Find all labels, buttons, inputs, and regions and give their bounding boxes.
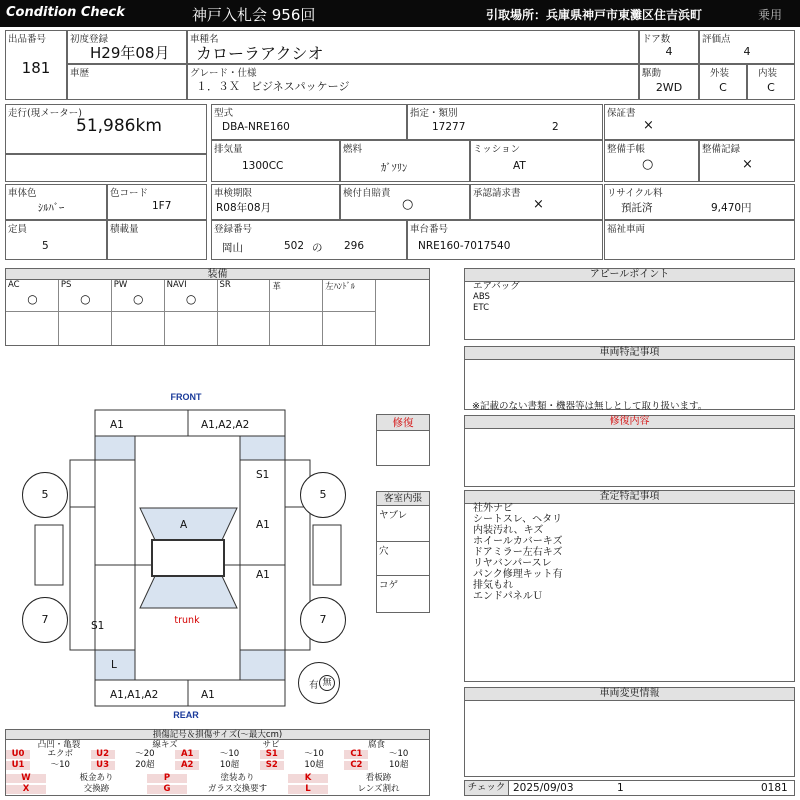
recycle-fee: 9,470円 bbox=[711, 202, 752, 214]
legend-rows bbox=[6, 750, 429, 772]
color-cell bbox=[5, 184, 107, 220]
equipment-item-navi bbox=[165, 280, 218, 312]
legend-text: 〜10 bbox=[219, 749, 240, 759]
type: DBA-NRE160 bbox=[222, 121, 290, 133]
equipment-blank-cell bbox=[165, 312, 218, 345]
warranty-cell bbox=[604, 104, 795, 140]
score-label: 評価点 bbox=[702, 34, 731, 45]
equipment-item-革 bbox=[270, 280, 323, 312]
capacity-label: 定員 bbox=[8, 224, 28, 235]
service-record: × bbox=[742, 157, 753, 172]
damage-right-a1-rear: A1 bbox=[256, 569, 270, 581]
approval: × bbox=[533, 197, 544, 212]
legend-extra-text: 看板跡 bbox=[365, 773, 392, 783]
equipment-value: ○ bbox=[80, 292, 91, 306]
legend-extra-code: X bbox=[6, 785, 46, 794]
legend-extra-code: P bbox=[147, 774, 187, 783]
lot-no: 181 bbox=[21, 59, 51, 77]
right-mirror-box bbox=[313, 525, 341, 585]
damage-center-a: A bbox=[180, 519, 188, 531]
appeal-title: アピールポイント bbox=[465, 269, 794, 282]
check-date: 2025/09/03 bbox=[513, 782, 574, 794]
model-name: カローラアクシオ bbox=[196, 44, 324, 63]
front-label: FRONT bbox=[170, 392, 202, 402]
interior: C bbox=[767, 81, 775, 94]
equipment-label: AC bbox=[8, 280, 20, 290]
damage-left-l: L bbox=[111, 659, 117, 671]
model-name-label: 車種名 bbox=[190, 34, 219, 45]
tire-rear-right: 7 bbox=[300, 597, 346, 643]
warranty: × bbox=[643, 118, 654, 133]
legend-code: C1 bbox=[344, 750, 368, 759]
legend-group-label: 線キズ bbox=[152, 740, 178, 750]
legend-extra-code: K bbox=[288, 774, 328, 783]
legend-text: 10超 bbox=[219, 760, 240, 770]
assessment-line: リヤバンパースレ bbox=[473, 558, 552, 569]
legend-extra-text: 板金あり bbox=[79, 773, 114, 783]
equipment-item-ac bbox=[6, 280, 59, 312]
header-bar bbox=[0, 0, 800, 27]
grade-cell bbox=[187, 64, 639, 100]
displacement-label: 排気量 bbox=[214, 144, 243, 155]
chassis-cell bbox=[407, 220, 603, 260]
legend-text: 20超 bbox=[135, 760, 155, 770]
first-reg: H29年08月 bbox=[90, 44, 170, 62]
spare-label: 有 bbox=[309, 680, 319, 691]
check-footer bbox=[464, 780, 795, 796]
legend-code: A2 bbox=[175, 761, 199, 770]
appeal-list bbox=[473, 281, 520, 314]
check-number: 1 bbox=[617, 782, 624, 794]
legend-text: 10超 bbox=[389, 760, 409, 770]
recycle-label: リサイクル料 bbox=[607, 188, 663, 199]
panel-front-left bbox=[95, 436, 135, 460]
fuel-label: 燃料 bbox=[343, 144, 363, 155]
fuel: ｶﾞｿﾘﾝ bbox=[381, 162, 408, 174]
grade: １．３Ｘ ビジネスパッケージ bbox=[196, 80, 350, 93]
equipment-label: PW bbox=[113, 280, 128, 290]
trunk-label: trunk bbox=[174, 615, 200, 626]
manual-label: 整備手帳 bbox=[607, 144, 646, 155]
assessment-line: 内装汚れ、キズ bbox=[473, 525, 544, 536]
legend-text: エクボ bbox=[47, 749, 74, 759]
legend-code: S2 bbox=[260, 761, 284, 770]
spare-none-icon: 無 bbox=[319, 675, 335, 691]
plate-number: 296 bbox=[344, 240, 365, 252]
equipment-box bbox=[5, 268, 430, 346]
mission-label: ミッション bbox=[473, 144, 521, 155]
cabin-item-tear bbox=[377, 506, 429, 542]
assessment-line: パンク修理キット有 bbox=[473, 569, 563, 580]
legend-text: 〜20 bbox=[135, 749, 155, 759]
plate-cell bbox=[211, 220, 407, 260]
damage-rear-right: A1 bbox=[201, 689, 215, 701]
assessment-title: 査定特記事項 bbox=[465, 491, 794, 504]
legend-text: 〜10 bbox=[304, 749, 324, 759]
legend-code: A1 bbox=[175, 750, 199, 759]
category-badge: 乗用 bbox=[758, 8, 783, 22]
legend-extra-text: レンズ割れ bbox=[357, 784, 400, 794]
fuel-cell bbox=[340, 140, 470, 182]
assessment-line: 排気もれ bbox=[473, 580, 513, 591]
legend-code: U2 bbox=[91, 750, 115, 759]
equipment-item-ps bbox=[59, 280, 112, 312]
equipment-value: ○ bbox=[185, 292, 197, 306]
appeal-line: エアバッグ bbox=[473, 281, 520, 292]
approval-cell bbox=[470, 184, 603, 220]
damage-right-a1-front: A1 bbox=[256, 519, 270, 531]
legend-text: 〜10 bbox=[389, 749, 409, 759]
doors-label: ドア数 bbox=[642, 34, 671, 45]
auction-title: 神戸入札会 956回 bbox=[192, 6, 316, 24]
legend-group-label: 腐食 bbox=[367, 740, 385, 750]
model-name-cell bbox=[187, 30, 639, 64]
cabin-item-label: 穴 bbox=[379, 546, 389, 557]
inspection-cell bbox=[211, 184, 340, 220]
equipment-label: 革 bbox=[272, 282, 281, 292]
warranty-label: 保証書 bbox=[607, 108, 636, 119]
roof bbox=[152, 540, 224, 576]
interior-label: 内装 bbox=[758, 68, 778, 79]
appeal-line: ABS bbox=[473, 292, 490, 302]
assessment-line: シートスレ、ヘタリ bbox=[473, 514, 563, 525]
legend-extra-code: W bbox=[6, 774, 46, 783]
capacity: 5 bbox=[42, 240, 49, 252]
pickup-location: 引取場所：兵庫県神戸市東灘区住吉浜町 bbox=[486, 8, 703, 22]
windshield bbox=[140, 508, 237, 540]
legend-code: U3 bbox=[91, 761, 115, 770]
check-code: 0181 bbox=[761, 782, 788, 794]
panel-rear-right bbox=[240, 650, 285, 680]
rear-label: REAR bbox=[173, 710, 199, 720]
exterior-label: 外装 bbox=[710, 68, 730, 79]
chassis-label: 車台番号 bbox=[410, 224, 449, 235]
self-inspection-label: 検付自賠責 bbox=[343, 188, 391, 199]
equipment-grid bbox=[6, 280, 429, 345]
mission: AT bbox=[513, 160, 526, 172]
legend-box bbox=[5, 729, 430, 796]
check-label: チェック bbox=[465, 781, 509, 795]
legend-code: U1 bbox=[6, 761, 30, 770]
assessment-line: エンドパネルＵ bbox=[473, 591, 543, 602]
welfare-label: 福祉車両 bbox=[607, 224, 646, 235]
drive: 2WD bbox=[655, 81, 683, 94]
plate-region: 岡山 bbox=[222, 242, 243, 254]
assessment-list bbox=[473, 503, 563, 602]
tire-front-right: 5 bbox=[300, 472, 346, 518]
exterior-cell bbox=[699, 64, 747, 100]
displacement-cell bbox=[211, 140, 340, 182]
load-cell bbox=[107, 220, 207, 260]
equipment-item-左ﾊﾝﾄﾞﾙ bbox=[323, 280, 376, 312]
color-code-cell bbox=[107, 184, 207, 220]
logo: Condition Check bbox=[6, 5, 125, 20]
drive-label: 駆動 bbox=[642, 68, 662, 79]
legend-group-label: サビ bbox=[262, 740, 280, 750]
assessment-line: 社外ナビ bbox=[473, 503, 513, 514]
mileage-sub-cell bbox=[5, 154, 207, 182]
exterior: C bbox=[719, 81, 727, 94]
legend-extra-text: ガラス交換要す bbox=[207, 784, 268, 794]
score: 4 bbox=[743, 45, 751, 58]
chassis: NRE160-7017540 bbox=[418, 240, 511, 252]
appeal-box bbox=[464, 268, 795, 340]
legend-text: 〜10 bbox=[50, 760, 70, 770]
classification: 2 bbox=[552, 121, 559, 133]
manual: ○ bbox=[642, 157, 654, 172]
color: ｼﾙﾊﾞｰ bbox=[38, 202, 65, 214]
legend-extra-text: 交換跡 bbox=[83, 784, 110, 794]
damage-front-right: A1,A2,A2 bbox=[201, 419, 250, 431]
approval-label: 承認請求書 bbox=[473, 188, 521, 199]
legend-extra bbox=[6, 774, 429, 796]
equipment-blank-cell bbox=[112, 312, 165, 345]
interior-cell bbox=[747, 64, 795, 100]
type-label: 型式 bbox=[214, 108, 234, 119]
color-label: 車体色 bbox=[8, 188, 37, 199]
color-code: 1F7 bbox=[152, 200, 172, 212]
designation-cell bbox=[407, 104, 603, 140]
spare-tire bbox=[298, 662, 340, 704]
score-cell bbox=[699, 30, 795, 64]
cabin-item-burn bbox=[377, 576, 429, 612]
doors-cell bbox=[639, 30, 699, 64]
appeal-line: ETC bbox=[473, 303, 489, 313]
assessment-box bbox=[464, 490, 795, 682]
inspection: R08年08月 bbox=[216, 202, 272, 214]
history-cell bbox=[67, 64, 187, 100]
cabin-box bbox=[376, 491, 430, 613]
equipment-blank-cell bbox=[6, 312, 59, 345]
mileage: 51,986km bbox=[76, 116, 162, 136]
recycle-status: 預託済 bbox=[621, 202, 653, 214]
change-info-title: 車両変更情報 bbox=[465, 688, 794, 701]
legend-code: U0 bbox=[6, 750, 30, 759]
capacity-cell bbox=[5, 220, 107, 260]
color-code-label: 色コード bbox=[110, 188, 149, 199]
mileage-label: 走行(現メーター) bbox=[8, 108, 82, 119]
plate-class: 502 bbox=[284, 240, 305, 252]
repair-box-title: 修復 bbox=[377, 415, 429, 431]
legend-extra-text: 塗装あり bbox=[220, 773, 255, 783]
damage-front-left: A1 bbox=[110, 419, 124, 431]
legend-code: C2 bbox=[344, 761, 368, 770]
load-label: 積載量 bbox=[110, 224, 139, 235]
self-inspection-cell bbox=[340, 184, 470, 220]
tire-front-left: 5 bbox=[22, 472, 68, 518]
assessment-line: ホイールカバーキズ bbox=[473, 536, 563, 547]
first-reg-cell bbox=[67, 30, 187, 64]
repair-box bbox=[376, 414, 430, 466]
tire-rear-left: 7 bbox=[22, 597, 68, 643]
repair-content-title: 修復内容 bbox=[465, 416, 794, 429]
equipment-label: PS bbox=[60, 280, 72, 290]
panel-front-right bbox=[240, 436, 285, 460]
designation: 17277 bbox=[432, 121, 466, 133]
equipment-blank-cell bbox=[59, 312, 112, 345]
cabin-item-label: コゲ bbox=[379, 580, 399, 591]
service-record-cell bbox=[699, 140, 795, 182]
cabin-item-hole bbox=[377, 542, 429, 576]
damage-rear-left: A1,A1,A2 bbox=[110, 689, 159, 701]
plate-kana: の bbox=[312, 242, 323, 254]
equipment-label: NAVI bbox=[166, 280, 187, 290]
lot-no-label: 出品番号 bbox=[8, 34, 47, 45]
drive-cell bbox=[639, 64, 699, 100]
left-mirror-box bbox=[35, 525, 63, 585]
history-label: 車歴 bbox=[70, 68, 90, 79]
grade-label: グレード・仕様 bbox=[190, 68, 257, 79]
special-notes-box bbox=[464, 346, 795, 410]
plate-label: 登録番号 bbox=[214, 224, 253, 235]
first-reg-label: 初度登録 bbox=[70, 34, 109, 45]
equipment-value: ○ bbox=[27, 292, 38, 306]
legend-text: 10超 bbox=[304, 760, 324, 770]
repair-content-box bbox=[464, 415, 795, 487]
displacement: 1300CC bbox=[242, 160, 284, 172]
equipment-label: SR bbox=[219, 280, 231, 290]
rear-window bbox=[140, 576, 237, 608]
mission-cell bbox=[470, 140, 603, 182]
legend-title: 損傷記号＆損傷サイズ(〜最大cm) bbox=[6, 730, 429, 740]
manual-cell bbox=[604, 140, 699, 182]
equipment-title: 装備 bbox=[6, 269, 429, 280]
cabin-item-label: ヤブレ bbox=[379, 510, 408, 521]
legend-group-label: 凸凹・亀裂 bbox=[37, 740, 81, 750]
welfare-cell bbox=[604, 220, 795, 260]
inspection-label: 車検期限 bbox=[214, 188, 253, 199]
equipment-item-pw bbox=[112, 280, 165, 312]
lot-no-cell bbox=[5, 30, 67, 100]
equipment-label: 左ﾊﾝﾄﾞﾙ bbox=[325, 282, 356, 292]
legend-extra-code: G bbox=[147, 785, 187, 794]
damage-right-s1: S1 bbox=[256, 469, 270, 481]
assessment-line: ドアミラー左右キズ bbox=[473, 547, 563, 558]
equipment-item-sr bbox=[218, 280, 271, 312]
special-notes-note: ※記載のない書類・機器等は無しとして取り扱います。 bbox=[472, 401, 708, 412]
legend-extra-code: L bbox=[288, 785, 328, 794]
mileage-cell bbox=[5, 104, 207, 154]
recycle-cell bbox=[604, 184, 795, 220]
self-inspection: ○ bbox=[402, 197, 414, 212]
change-info-box bbox=[464, 687, 795, 777]
special-notes-title: 車両特記事項 bbox=[465, 347, 794, 360]
designation-label: 指定・類別 bbox=[410, 108, 458, 119]
legend-code: S1 bbox=[260, 750, 284, 759]
type-cell bbox=[211, 104, 407, 140]
cabin-title: 客室内張 bbox=[377, 492, 429, 506]
doors: 4 bbox=[665, 45, 673, 58]
equipment-blank-cell bbox=[218, 312, 271, 345]
damage-left-s1: S1 bbox=[91, 620, 105, 632]
equipment-blank-cell bbox=[270, 312, 323, 345]
equipment-value: ○ bbox=[132, 292, 144, 306]
service-record-label: 整備記録 bbox=[702, 144, 741, 155]
equipment-blank-cell bbox=[323, 312, 376, 345]
